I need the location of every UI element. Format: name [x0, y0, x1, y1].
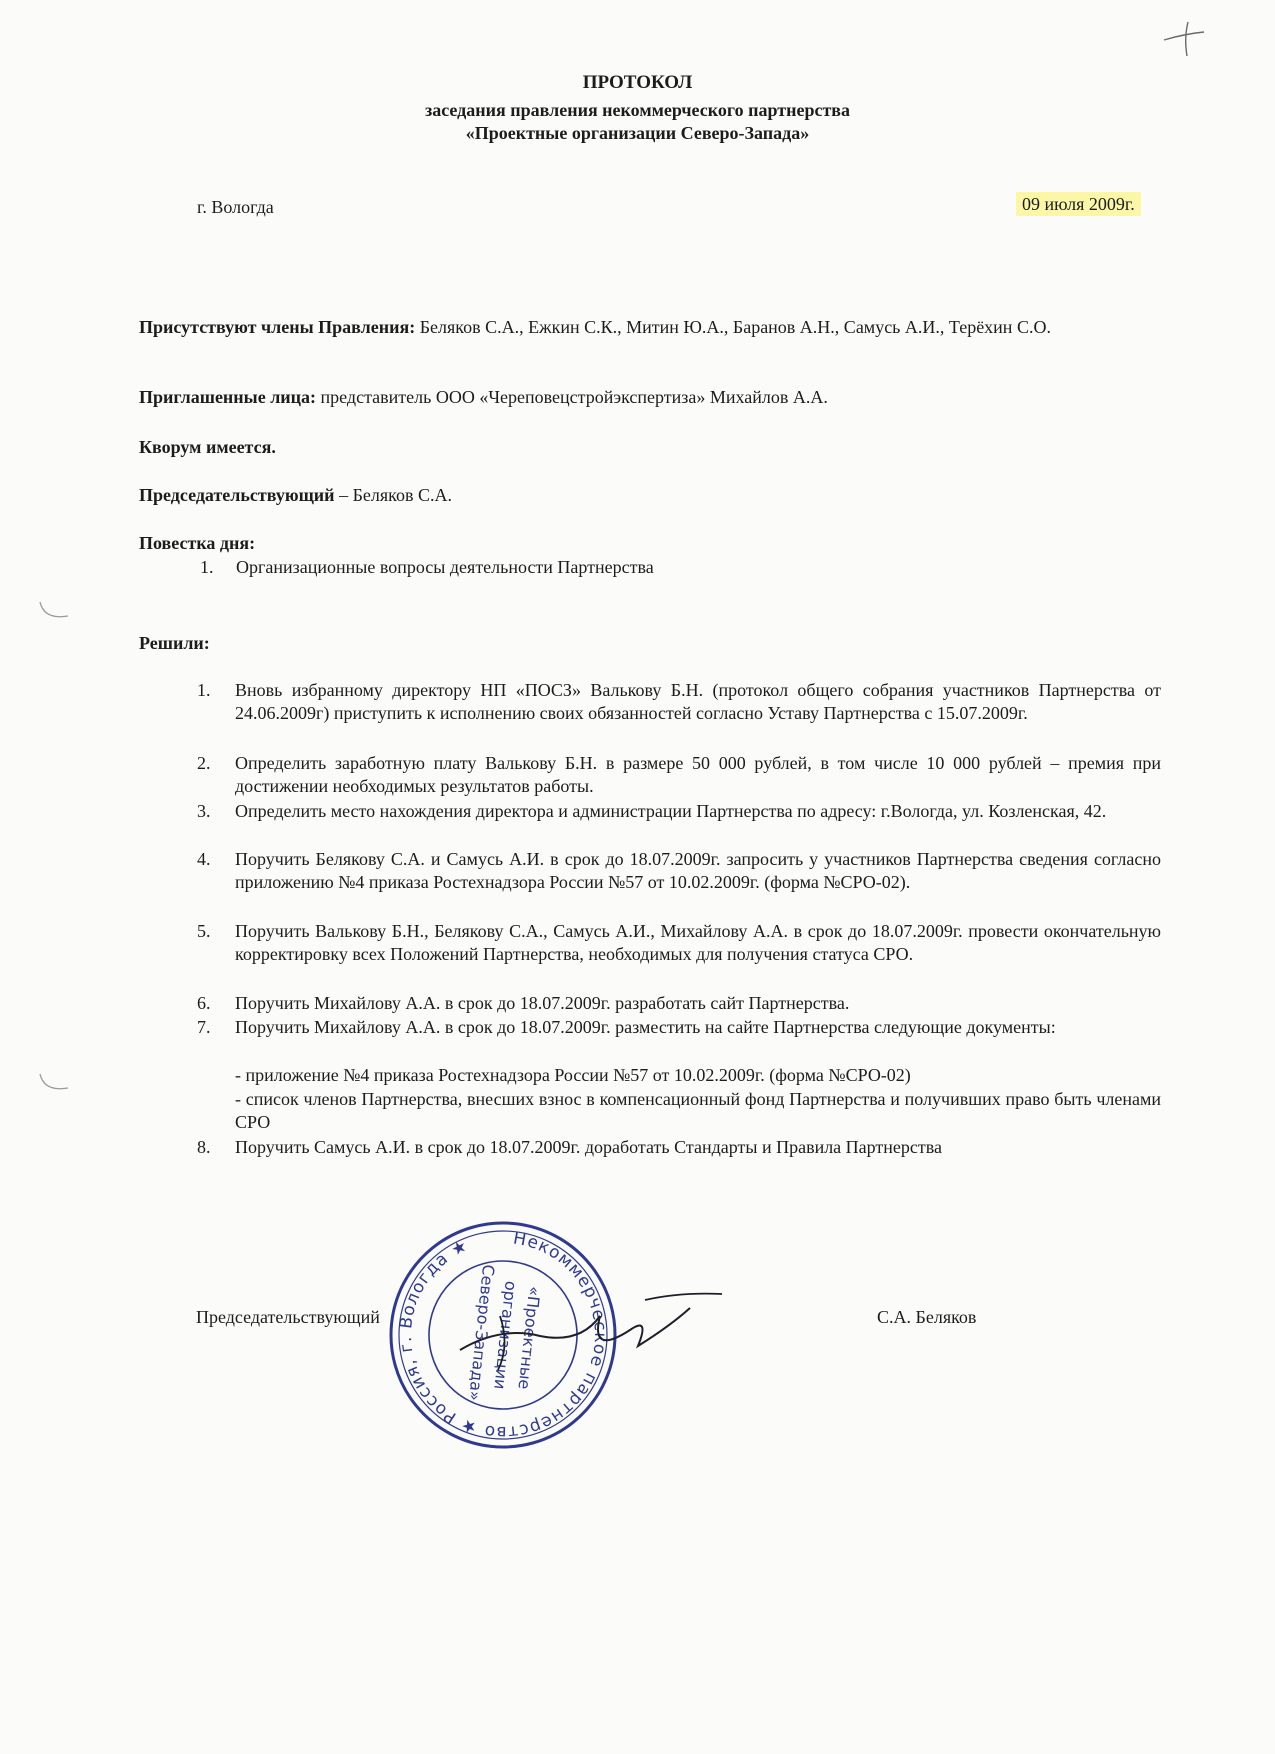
resolution-text: Поручить Валькову Б.Н., Белякову С.А., Самусь А.И., Михайлову А.А. в срок до 18.07.2009г. провести окончательную корректировку всех Положений Партнерства, необходимых для получения статуса СРО.: [235, 921, 1161, 964]
punch-hole-mark: [34, 598, 74, 628]
resolution-item: [197, 848, 1161, 918]
date: [1016, 193, 1141, 216]
agenda-number: 1.: [200, 557, 214, 577]
resolution-text: Определить место нахождения директора и администрации Партнерства по адресу: г.Вологда, ул. Козленская, 42.: [235, 801, 1107, 821]
resolution-subitem: - приложение №4 приказа Ростехнадзора России №57 от 10.02.2009г. (форма №СРО-02): [235, 1065, 911, 1085]
resolution-item: [197, 920, 1161, 990]
resolution-text: Вновь избранному директору НП «ПОСЗ» Валькову Б.Н. (протокол общего собрания участников Партнерства от 24.06.2009г) приступить к исполнению своих обязанностей согласно Уставу Партнерства с 15.07.2009г.: [235, 680, 1161, 723]
punch-hole-mark: [34, 1070, 74, 1100]
seal-inner-line3: Северо-Запада»: [465, 1263, 499, 1402]
resolution-item: [197, 992, 1161, 1016]
resolution-item: [197, 679, 1161, 749]
present-label: Присутствуют члены Правления:: [139, 317, 416, 337]
chairman-line: [139, 484, 452, 507]
chairman-label: Председательствующий: [139, 485, 335, 505]
resolution-number: 5.: [197, 921, 211, 941]
invited-label: Приглашенные лица:: [139, 387, 317, 407]
resolution-subitem: - список членов Партнерства, внесших взнос в компенсационный фонд Партнерства и получивших право быть членами СРО: [235, 1089, 1161, 1132]
seal-inner-line2: организации: [490, 1280, 521, 1391]
present-members: [139, 316, 1161, 339]
resolution-number: 8.: [197, 1137, 211, 1157]
resolution-number: 1.: [197, 680, 211, 700]
resolution-item: [197, 752, 1161, 798]
invited-value: представитель ООО «Череповецстройэкспертиза» Михайлов А.А.: [316, 387, 828, 407]
resolution-number: 4.: [197, 849, 211, 869]
corner-plus-mark: [1160, 18, 1210, 60]
place: г. Вологда: [197, 197, 274, 217]
document-title: ПРОТОКОЛ: [582, 72, 693, 93]
document-subtitle: заседания правления некоммерческого партнерства: [424, 100, 851, 120]
resolution-text: Поручить Михайлову А.А. в срок до 18.07.2009г. разработать сайт Партнерства.: [235, 993, 850, 1013]
resolution-number: 7.: [197, 1017, 211, 1037]
chairman-value: – Беляков С.А.: [334, 485, 452, 505]
agenda-item: Организационные вопросы деятельности Партнерства: [236, 557, 654, 577]
resolved-label: Решили:: [139, 633, 210, 653]
quorum: Кворум имеется.: [139, 437, 276, 457]
signature-name: С.А. Беляков: [877, 1307, 977, 1327]
resolution-text: Поручить Белякову С.А. и Самусь А.И. в срок до 18.07.2009г. запросить у участников Партнерства сведения согласно приложению №4 приказа Ростехнадзора России №57 от 10.02.2009г. (форма №СРО-02).: [235, 849, 1161, 892]
resolution-number: 6.: [197, 993, 211, 1013]
invited-persons: [139, 386, 1161, 409]
date-highlight: 09 июля 2009г.: [1016, 192, 1141, 216]
resolution-item: [197, 1016, 1161, 1062]
resolution-text: Определить заработную плату Валькову Б.Н. в размере 50 000 рублей, в том числе 10 000 рублей – премия при достижении необходимых результатов работы.: [235, 753, 1161, 796]
resolution-text: Поручить Михайлову А.А. в срок до 18.07.2009г. разместить на сайте Партнерства следующие документы:: [235, 1017, 1056, 1037]
handwritten-signature: [440, 1286, 740, 1376]
signature-role: Председательствующий: [196, 1307, 380, 1327]
resolution-number: 3.: [197, 801, 211, 821]
seal-outer-text: Некоммерческое партнерство ★ Россия, г. Вологда ★: [395, 1228, 611, 1443]
resolution-text: Поручить Самусь А.И. в срок до 18.07.2009г. доработать Стандарты и Правила Партнерства: [235, 1137, 943, 1157]
resolution-number: 2.: [197, 753, 211, 773]
agenda-label: Повестка дня:: [139, 533, 256, 553]
organization-name: «Проектные организации Северо-Запада»: [465, 123, 810, 143]
resolution-item: [197, 1136, 1161, 1160]
present-value: Беляков С.А., Ежкин С.К., Митин Ю.А., Баранов А.Н., Самусь А.И., Терёхин С.О.: [415, 317, 1051, 337]
resolution-item: [197, 800, 1161, 846]
seal-inner-line1: «Проектные: [514, 1285, 545, 1391]
